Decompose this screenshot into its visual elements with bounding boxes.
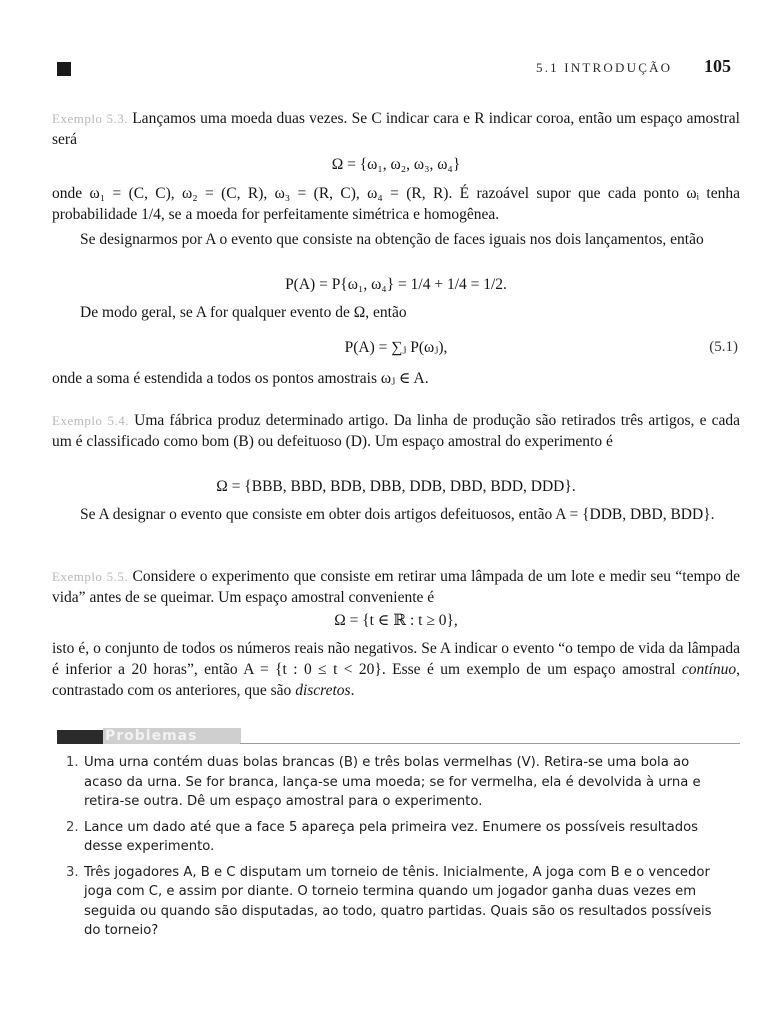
problem-item — [58, 863, 722, 941]
paragraph-text: . — [350, 682, 355, 699]
sample-space-formula: Ω = {ω₁, ω₂, ω₃, ω₄} — [331, 156, 461, 173]
example-label: Exemplo 5.5. — [52, 569, 129, 584]
example-5-5-paragraph-2 — [52, 638, 740, 701]
problem-text: Lance um dado até que a face 5 apareça pela primeira vez. Enumere os possíveis resultados desse experimento. — [84, 819, 699, 854]
sum-formula: P(A) = ∑ⱼ P(ωⱼ), — [344, 339, 448, 356]
example-text: Uma fábrica produz determinado artigo. Da linha de produção são retirados três artigos, e cada um é classificado como bom (B) ou defeituoso (D). Um espaço amostral do experimento é — [52, 412, 740, 450]
continuous-sample-space-formula: Ω = {t ∈ ℝ : t ≥ 0}, — [334, 612, 458, 629]
probability-formula: P(A) = P{ω₁, ω₄} = 1/4 + 1/4 = 1/2. — [285, 276, 507, 293]
header-square-marker — [57, 62, 71, 76]
paragraph-text: isto é, o conjunto de todos os números reais não negativos. Se A indicar o evento “o tempo de vida da lâmpada é inferior a 20 horas”, então A = {t : 0 ≤ t < 20}. Esse é um exemplo de um espaço amostral — [52, 640, 740, 678]
problem-number: 3. — [66, 864, 79, 880]
running-header-section: 5.1 INTRODUÇÃO — [536, 60, 673, 75]
equation-number: (5.1) — [709, 339, 738, 355]
problems-list — [58, 753, 722, 947]
example-5-3-paragraph-3: Se designarmos por A o evento que consiste na obtenção de faces iguais nos dois lançamentos, então — [80, 231, 704, 248]
example-5-4-intro — [52, 410, 740, 452]
problem-item — [58, 753, 722, 812]
page-number: 105 — [704, 56, 731, 76]
problems-header-bar — [57, 730, 103, 744]
sample-space-formula: Ω = {BBB, BBD, BDB, DBB, DDB, DBD, BDD, DDD}. — [216, 478, 576, 495]
problem-text: Uma urna contém duas bolas brancas (B) e três bolas vermelhas (V). Retira-se uma bola ao acaso da urna. Se for branca, lança-se uma moeda; se for vermelha, ela é devolvida à urna e retira-se outra. Dê um espaço amostral para o experimento. — [84, 755, 701, 809]
example-5-4-paragraph-2: Se A designar o evento que consiste em obter dois artigos defeituosos, então A = {DDB, DBD, BDD}. — [80, 506, 715, 523]
problem-number: 1. — [66, 755, 79, 770]
example-label: Exemplo 5.4. — [52, 413, 129, 428]
emphasis-continuous: contínuo — [681, 661, 737, 678]
example-text: Considere o experimento que consiste em retirar uma lâmpada de um lote e medir seu “tempo de vida” antes de se queimar. Um espaço amostral conveniente é — [52, 568, 740, 606]
problem-text: Três jogadores A, B e C disputam um torneio de tênis. Inicialmente, A joga com B e o vencedor joga com C, e assim por diante. O torneio termina quando um jogador ganha duas vezes em seguida ou quando são disputadas, ao todo, quatro partidas. Quais são os resultados possíveis do torneio? — [84, 864, 712, 938]
example-text: Lançamos uma moeda duas vezes. Se C indicar cara e R indicar coroa, então um espaço amostral será — [52, 110, 740, 148]
example-5-3-paragraph-2: onde ω₁ = (C, C), ω₂ = (C, R), ω₃ = (R, C), ω₄ = (R, R). É razoável supor que cada ponto ωᵢ tenha probabilidade 1/4, se a moeda for perfeitamente simétrica e homogênea. — [52, 185, 740, 223]
example-label: Exemplo 5.3. — [52, 111, 129, 126]
paragraph-text: , contrastado com os anteriores, que são — [52, 661, 740, 699]
example-5-5-intro — [52, 566, 740, 608]
example-5-3-paragraph-4: De modo geral, se A for qualquer evento de Ω, então — [80, 304, 407, 321]
problem-item — [58, 818, 722, 857]
example-5-3-paragraph-5: onde a soma é estendida a todos os pontos amostrais ωⱼ ∈ A. — [52, 370, 429, 387]
problem-number: 2. — [66, 819, 79, 835]
example-5-3-intro — [52, 108, 740, 150]
problems-divider — [240, 743, 740, 744]
emphasis-discrete: discretos — [295, 682, 351, 699]
problems-title: Problemas — [103, 728, 241, 744]
